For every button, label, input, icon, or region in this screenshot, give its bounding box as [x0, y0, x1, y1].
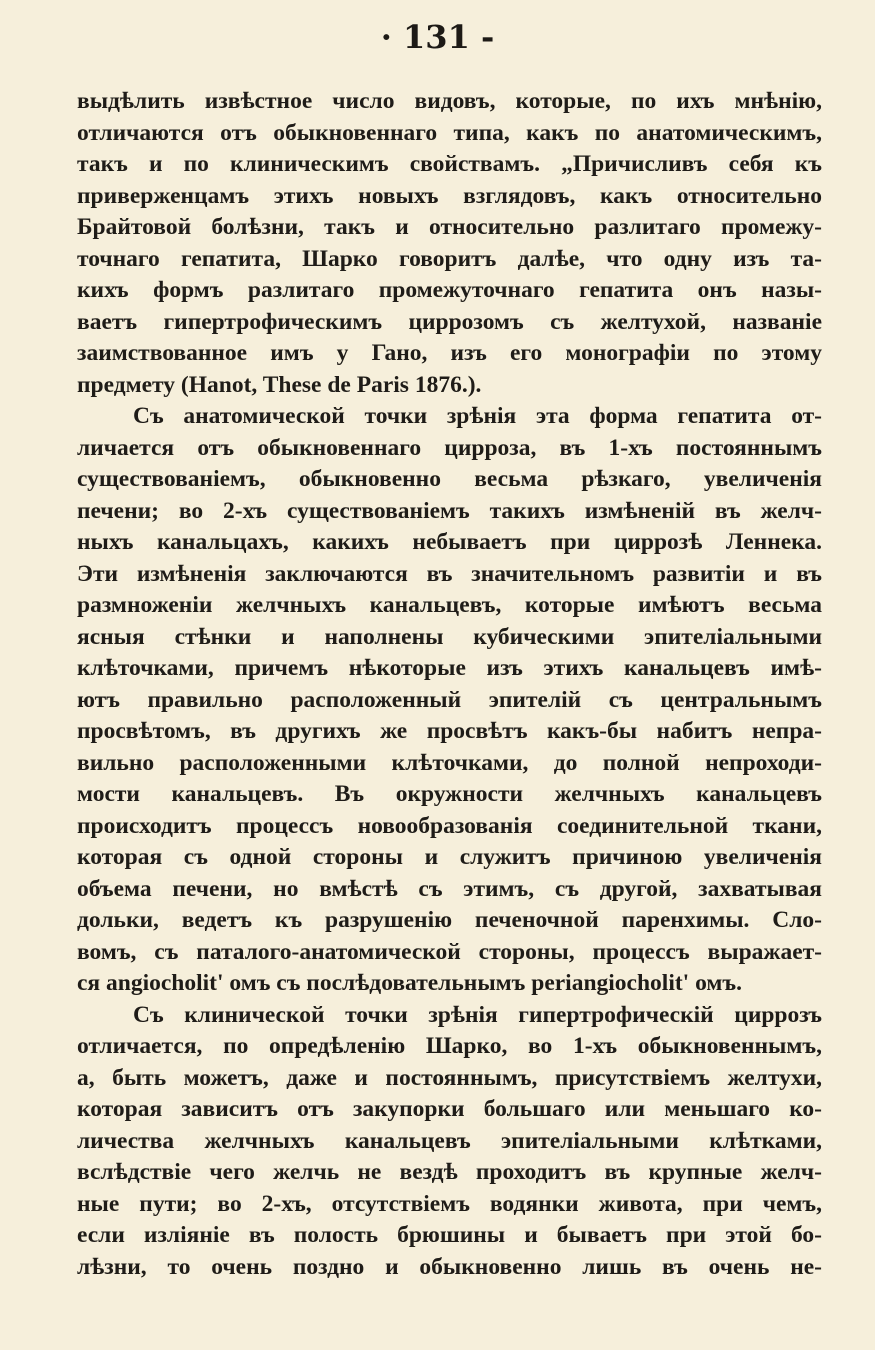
text-line: ваетъ гипертрофическимъ циррозомъ съ желтухой, названіе [77, 308, 822, 335]
page-number: · 131 - [380, 18, 495, 56]
text-line: ся angiocholit' омъ съ послѣдовательнымъ periangiocholit' омъ. [77, 970, 742, 996]
text-line: клѣточками, причемъ нѣкоторые изъ этихъ канальцевъ имѣ- [77, 655, 822, 681]
text-line: а, быть можетъ, даже и постояннымъ, присутствіемъ желтухи, [77, 1064, 822, 1091]
text-line: просвѣтомъ, въ другихъ же просвѣтъ какъ-бы набитъ непра- [77, 718, 822, 744]
text-line: приверженцамъ этихъ новыхъ взглядовъ, какъ относительно [77, 182, 822, 209]
text-line: Съ анатомической точки зрѣнія эта форма гепатита от- [133, 403, 822, 429]
text-line: вильно расположенными клѣточками, до полной непроходи- [77, 749, 822, 776]
body-text [77, 86, 822, 1283]
text-line: которая съ одной стороны и служитъ причиною увеличенія [77, 844, 822, 870]
text-line: личества желчныхъ канальцевъ эпителіальными клѣтками, [77, 1127, 822, 1154]
text-line: лѣзни, то очень поздно и обыкновенно лишь въ очень не- [77, 1253, 822, 1280]
text-line: происходитъ процессъ новообразованія соединительной ткани, [77, 812, 822, 839]
text-line: размноженіи желчныхъ канальцевъ, которые имѣютъ весьма [77, 592, 822, 618]
text-line: мости канальцевъ. Въ окружности желчныхъ канальцевъ [77, 781, 822, 807]
text-line: печени; во 2-хъ существованіемъ такихъ измѣненій въ желч- [77, 497, 822, 524]
text-line: ясныя стѣнки и наполнены кубическими эпителіальными [77, 623, 822, 650]
text-line: объема печени, но вмѣстѣ съ этимъ, съ другой, захватывая [77, 875, 822, 902]
text-line: выдѣлить извѣстное число видовъ, которые, по ихъ мнѣнію, [77, 88, 822, 114]
text-line: такъ и по клиническимъ свойствамъ. „Причисливъ себя къ [77, 151, 822, 177]
text-line: Съ клинической точки зрѣнія гипертрофическій циррозъ [133, 1001, 822, 1028]
text-line: предмету (Hanot, These de Paris 1876.). [77, 371, 482, 398]
text-line: ютъ правильно расположенный эпителій съ центральнымъ [77, 686, 822, 713]
text-line: существованіемъ, обыкновенно весьма рѣзкаго, увеличенія [77, 466, 822, 492]
text-line: отличается, по опредѣленію Шарко, во 1-хъ обыкновеннымъ, [77, 1033, 822, 1059]
text-line: которая зависитъ отъ закупорки большаго или меньшаго ко- [77, 1096, 822, 1122]
text-line: личается отъ обыкновеннаго цирроза, въ 1-хъ постояннымъ [77, 434, 822, 461]
text-line: отличаются отъ обыкновеннаго типа, какъ по анатомическимъ, [77, 119, 822, 146]
text-line: вслѣдствіе чего желчь не вездѣ проходитъ въ крупные желч- [77, 1159, 822, 1185]
text-line: ныхъ канальцахъ, какихъ небываетъ при циррозѣ Леннека. [77, 529, 822, 555]
text-line: заимствованное имъ у Гано, изъ его монографіи по этому [77, 340, 822, 366]
text-line: ные пути; во 2-хъ, отсутствіемъ водянки живота, при чемъ, [77, 1190, 822, 1217]
text-line: точнаго гепатита, Шарко говоритъ далѣе, что одну изъ та- [77, 245, 822, 272]
text-line: если изліяніе въ полость брюшины и бываетъ при этой бо- [77, 1222, 822, 1248]
text-line: Эти измѣненія заключаются въ значительномъ развитіи и въ [77, 560, 822, 587]
text-line: Брайтовой болѣзни, такъ и относительно разлитаго промежу- [77, 214, 822, 240]
text-line: вомъ, съ паталого-анатомической стороны, процессъ выражает- [77, 938, 822, 965]
text-line: кихъ формъ разлитаго промежуточнаго гепатита онъ назы- [77, 277, 822, 303]
text-line: дольки, ведетъ къ разрушенію печеночной паренхимы. Сло- [77, 907, 822, 933]
